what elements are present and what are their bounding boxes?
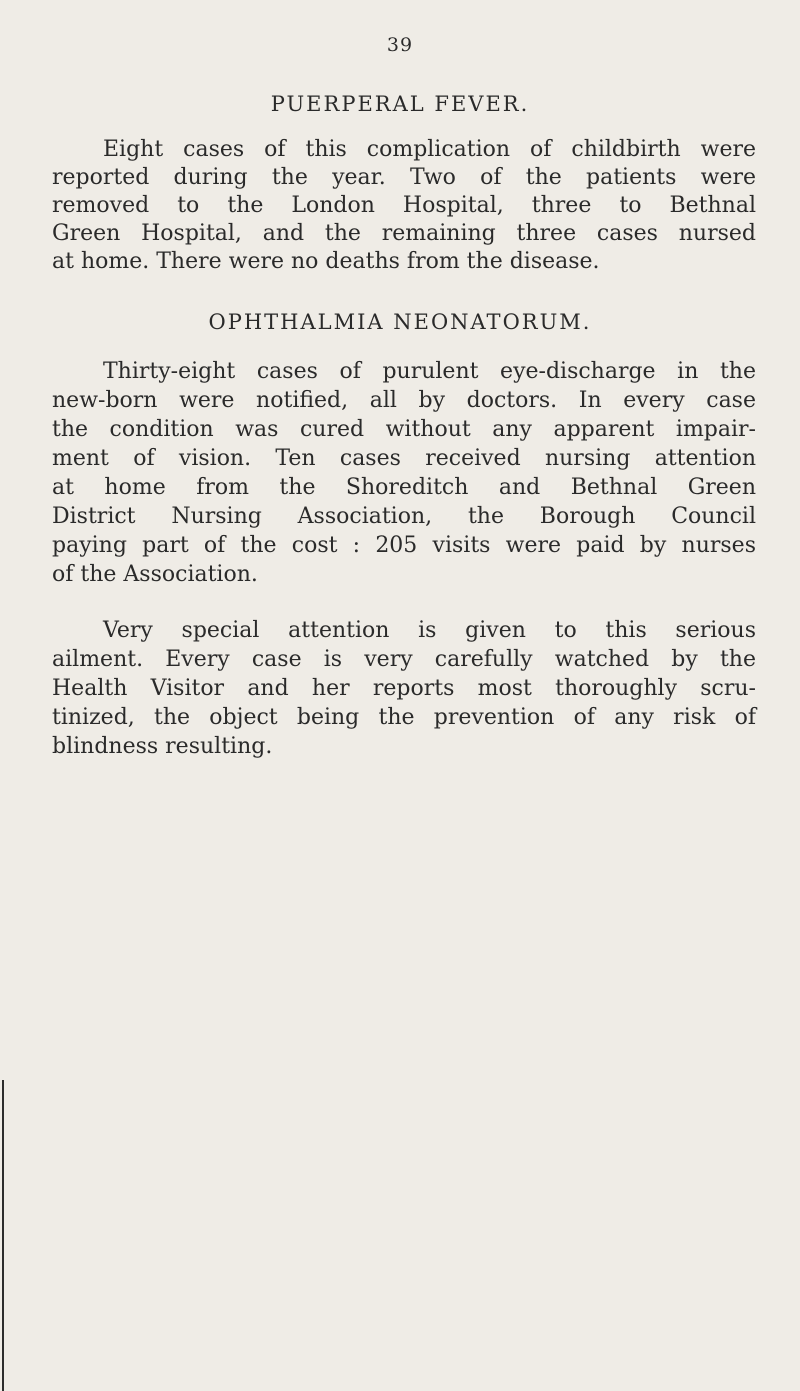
page-edge-rule <box>2 1080 4 1391</box>
paragraph-line: blindness resulting. <box>52 734 273 759</box>
paragraph-line: ailment. Every case is very carefully watched by the <box>52 647 756 672</box>
paragraph-line: at home. There were no deaths from the disease. <box>52 249 600 274</box>
paragraph-line: at home from the Shoreditch and Bethnal Green <box>52 475 756 500</box>
paragraph-line: removed to the London Hospital, three to Bethnal <box>52 193 756 218</box>
paragraph-line: Eight cases of this complication of childbirth were <box>103 137 756 162</box>
paragraph-line: of the Association. <box>52 562 258 587</box>
paragraph-line: Very special attention is given to this serious <box>103 618 756 643</box>
paragraph-line: Thirty-eight cases of purulent eye-discharge in the <box>103 359 756 384</box>
section-heading-puerperal-fever: PUERPERAL FEVER. <box>270 92 530 116</box>
section-heading-ophthalmia-neonatorum: OPHTHALMIA NEONATORUM. <box>208 310 592 334</box>
paragraph-line: Green Hospital, and the remaining three cases nursed <box>52 221 756 246</box>
paragraph-line: reported during the year. Two of the patients were <box>52 165 756 190</box>
paragraph-line: tinized, the object being the prevention of any risk of <box>52 705 756 730</box>
paragraph-line: new-born were notified, all by doctors. In every case <box>52 388 756 413</box>
paragraph-line: paying part of the cost : 205 visits were paid by nurses <box>52 533 756 558</box>
paragraph-line: ment of vision. Ten cases received nursing attention <box>52 446 756 471</box>
paragraph-line: District Nursing Association, the Borough Council <box>52 504 756 529</box>
page-number: 39 <box>386 34 414 56</box>
paragraph-line: the condition was cured without any apparent impair- <box>52 417 756 442</box>
paragraph-line: Health Visitor and her reports most thoroughly scru- <box>52 676 756 701</box>
